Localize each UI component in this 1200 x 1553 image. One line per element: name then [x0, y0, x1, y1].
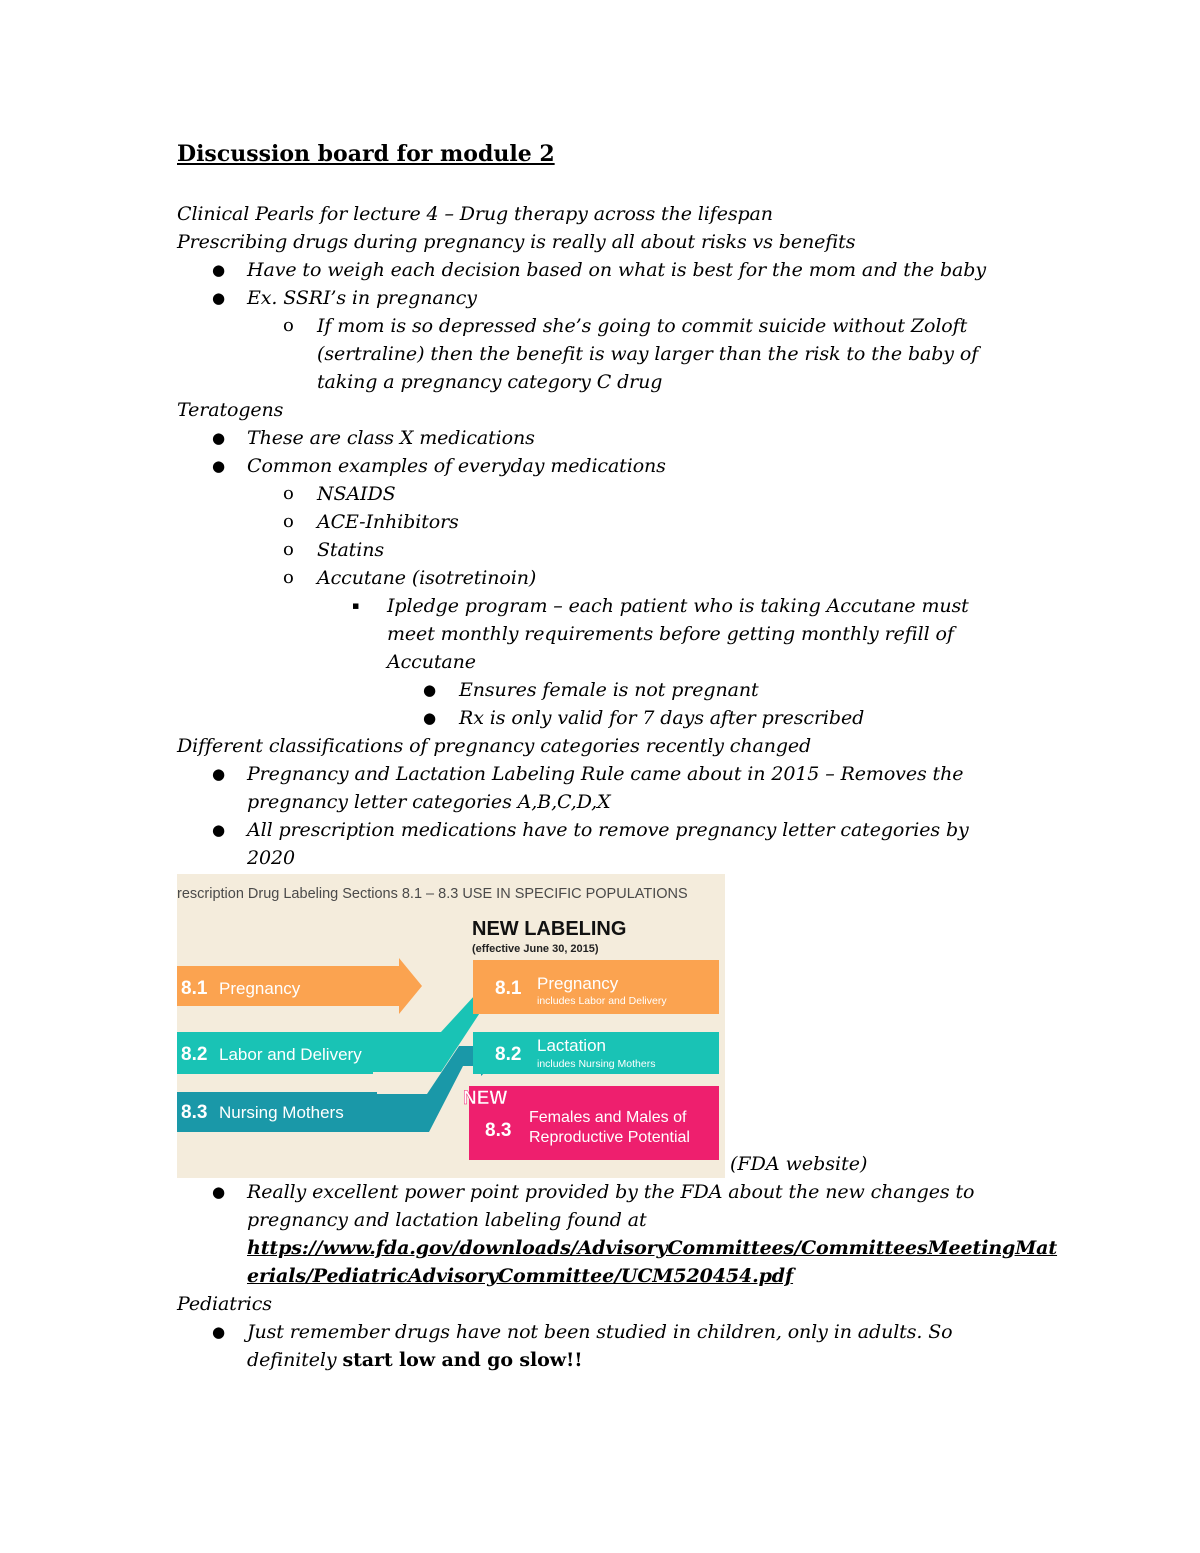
page-title: Discussion board for module 2	[177, 141, 555, 167]
list-item: o ACE-Inhibitors	[177, 508, 1037, 536]
list-item: o Statins	[177, 536, 1037, 564]
bullet-disc-icon: ●	[212, 429, 225, 447]
list-item: ● These are class X medications	[177, 424, 1037, 452]
list-item: ● Ensures female is not pregnant	[177, 676, 1037, 704]
new-8-2-number: 8.2	[495, 1044, 522, 1065]
emphasis-text: start low and go slow!!	[342, 1349, 583, 1371]
new-8-3-number: 8.3	[485, 1120, 512, 1141]
bullet-disc-icon: ●	[212, 765, 225, 783]
list-item: ● Have to weigh each decision based on what is best for the mom and the baby	[177, 256, 1037, 284]
bullet-disc-icon: ●	[212, 289, 225, 307]
effective-date: (effective June 30, 2015)	[472, 943, 599, 955]
old-8-3-label: Nursing Mothers	[219, 1103, 344, 1122]
list-item: ● Really excellent power point provided by the FDA about the new changes to pregnancy and lactation labeling found at https://www.fda.gov/downloads/AdvisoryCommittees/CommitteesMeetingMat erials/PediatricAdvisoryCommittee/UCM520454.pdf	[177, 1178, 1037, 1290]
bullet-disc-icon: ●	[423, 709, 436, 727]
new-8-2-label: Lactation	[537, 1036, 606, 1055]
paragraph: Prescribing drugs during pregnancy is really all about risks vs benefits	[177, 231, 856, 253]
bullet-disc-icon: ●	[212, 821, 225, 839]
new-8-3-label-line1: Females and Males of	[529, 1109, 687, 1126]
list-item: o If mom is so depressed she’s going to commit suicide without Zoloft (sertraline) then the benefit is way larger than the risk to the baby of taking a pregnancy category C drug	[177, 312, 1037, 396]
bullet-square-icon: ▪	[352, 599, 360, 612]
bullet-circle-icon: o	[283, 511, 294, 532]
bullet-disc-icon: ●	[212, 457, 225, 475]
bullet-disc-icon: ●	[212, 261, 225, 279]
figure-caption: (FDA website)	[730, 1153, 868, 1175]
list-item: o NSAIDS	[177, 480, 1037, 508]
list-item: ▪ Ipledge program – each patient who is taking Accutane must meet monthly requirements before getting monthly refill of Accutane	[177, 592, 1037, 676]
old-8-1-label: Pregnancy	[219, 979, 301, 998]
figure-header: rescription Drug Labeling Sections 8.1 – 8.3 USE IN SPECIFIC POPULATIONS	[177, 886, 688, 902]
bullet-disc-icon: ●	[423, 681, 436, 699]
section-heading: Pediatrics	[177, 1293, 272, 1315]
old-8-3-number: 8.3	[181, 1102, 208, 1123]
new-labeling-heading: NEW LABELING	[472, 918, 627, 940]
new-8-2-sub: includes Nursing Mothers	[537, 1058, 656, 1070]
list-item: ● All prescription medications have to remove pregnancy letter categories by 2020	[177, 816, 1037, 872]
list-item: ● Common examples of everyday medications	[177, 452, 1037, 480]
paragraph: Clinical Pearls for lecture 4 – Drug therapy across the lifespan	[177, 203, 773, 225]
section-heading: Teratogens	[177, 399, 284, 421]
list-item: o Accutane (isotretinoin)	[177, 564, 1037, 592]
new-8-3-label-line2: Reproductive Potential	[529, 1129, 690, 1146]
bullet-circle-icon: o	[283, 539, 294, 560]
bullet-disc-icon: ●	[212, 1183, 225, 1201]
fda-link[interactable]: https://www.fda.gov/downloads/AdvisoryCommittees/CommitteesMeetingMat	[247, 1237, 1058, 1259]
old-8-2-label: Labor and Delivery	[219, 1045, 362, 1064]
new-8-1-number: 8.1	[495, 978, 522, 999]
bullet-circle-icon: o	[283, 315, 294, 336]
new-8-1-label: Pregnancy	[537, 974, 619, 993]
list-item: ● Rx is only valid for 7 days after prescribed	[177, 704, 1037, 732]
new-badge: NEW	[463, 1088, 508, 1109]
bullet-circle-icon: o	[283, 567, 294, 588]
fda-link-continued[interactable]: erials/PediatricAdvisoryCommittee/UCM520454.pdf	[247, 1265, 794, 1287]
list-item: ● Just remember drugs have not been studied in children, only in adults. So definitely start low and go slow!!	[177, 1318, 1037, 1374]
bullet-disc-icon: ●	[212, 1323, 225, 1341]
old-8-2-number: 8.2	[181, 1044, 208, 1065]
document-body	[177, 200, 1058, 1374]
new-8-1-sub: includes Labor and Delivery	[537, 995, 667, 1007]
list-item: ● Pregnancy and Lactation Labeling Rule came about in 2015 – Removes the pregnancy letter categories A,B,C,D,X	[177, 760, 1037, 816]
section-heading: Different classifications of pregnancy categories recently changed	[177, 735, 812, 757]
old-8-1-number: 8.1	[181, 978, 208, 999]
fda-labeling-figure	[177, 874, 725, 1178]
bullet-circle-icon: o	[283, 483, 294, 504]
figure-row	[177, 872, 1037, 1178]
list-item: ● Ex. SSRI’s in pregnancy	[177, 284, 1037, 312]
